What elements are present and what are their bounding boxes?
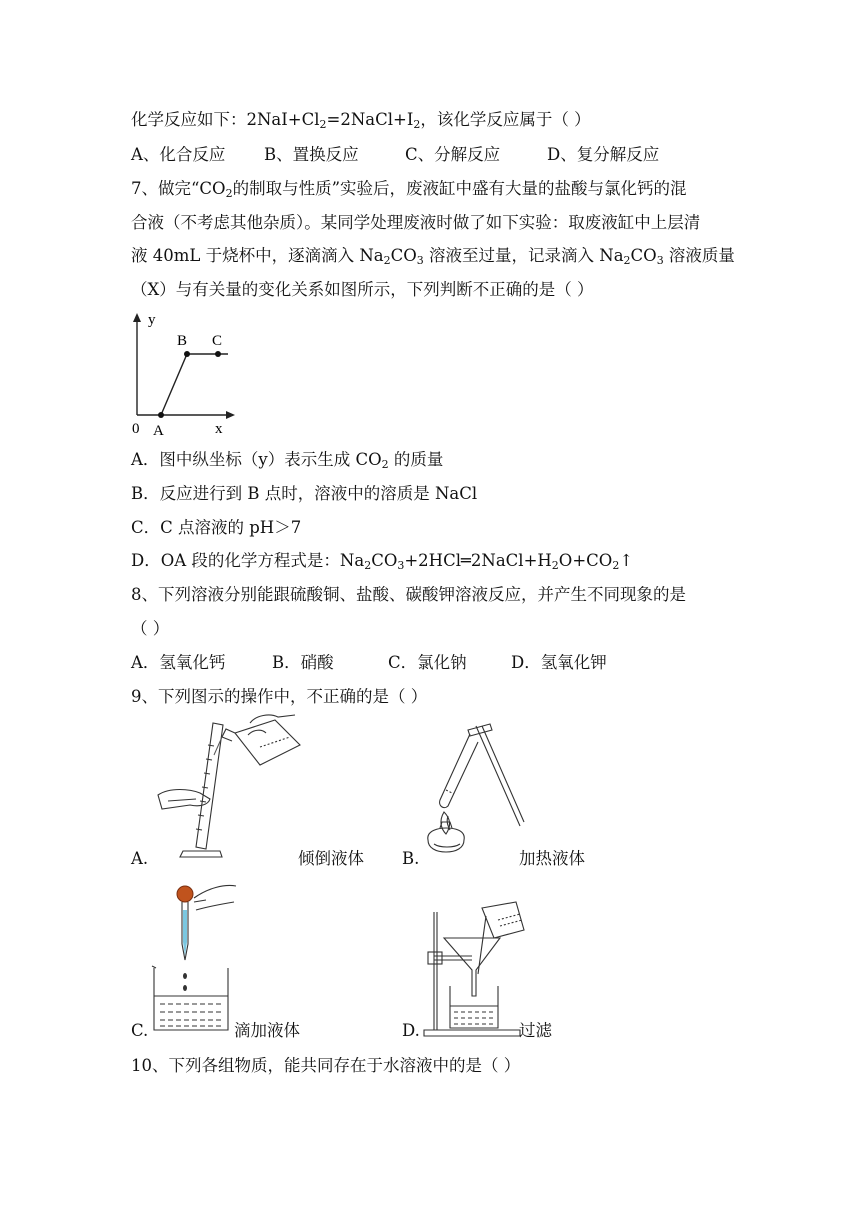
q9-option-c-letter: C.	[131, 1021, 149, 1040]
q6-option-c: C、分解反应	[405, 145, 501, 164]
q6-stem: 化学反应如下：$2NaI+Cl_2=2NaCl+I_2$，该化学反应属于（ ）	[131, 110, 591, 131]
q7-stem-line-4: （X）与有关量的变化关系如图所示，下列判断不正确的是（ ）	[131, 280, 594, 299]
q7-graph	[128, 311, 248, 439]
q8-option-b: B．硝酸	[272, 653, 334, 672]
heating-liquid-illustration	[420, 722, 530, 857]
graph-curve	[161, 354, 228, 415]
q7-stem-line-2: 合液（不考虑其他杂质）。某同学处理废液时做了如下实验：取废液缸中上层清	[131, 213, 701, 232]
filtration-illustration	[420, 900, 540, 1040]
q6-option-b: B、置换反应	[264, 145, 359, 164]
q8-option-a: A．氢氧化钙	[131, 653, 226, 672]
point-c	[215, 351, 221, 357]
q9-option-d-letter: D.	[402, 1021, 420, 1040]
q10-stem: 10、下列各组物质，能共同存在于水溶液中的是（ ）	[131, 1056, 521, 1075]
q9-stem: 9、下列图示的操作中，不正确的是（ ）	[131, 687, 428, 706]
pouring-liquid-illustration	[150, 715, 300, 865]
q7-option-b: B．反应进行到 B 点时，溶液中的溶质是 NaCl	[131, 484, 478, 503]
dropping-liquid-illustration	[150, 880, 240, 1040]
q9-option-b-letter: B.	[402, 849, 420, 868]
q7-stem-line-1: 7、做完“$CO_2$的制取与性质”实验后，废液缸中盛有大量的盐酸与氯化钙的混	[131, 179, 687, 200]
point-a-label: A	[153, 423, 164, 439]
point-c-label: C	[212, 333, 223, 349]
q7-option-c: C．C 点溶液的 pH＞7	[131, 518, 302, 537]
point-a	[158, 412, 164, 418]
q9-option-d-caption: 过滤	[519, 1021, 552, 1040]
q6-option-a: A、化合反应	[131, 145, 226, 164]
q9-option-c-caption: 滴加液体	[234, 1021, 300, 1040]
q7-option-d: D．OA 段的化学方程式是：$Na_2CO_3+2HCl═2NaCl+H_2O+CO_2↑$	[131, 551, 634, 572]
y-axis-arrow	[133, 313, 141, 322]
point-b	[184, 351, 190, 357]
x-axis-label: x	[215, 421, 223, 437]
point-b-label: B	[177, 333, 188, 349]
origin-label: 0	[132, 421, 140, 437]
x-axis-arrow	[226, 411, 235, 419]
q9-option-b-caption: 加热液体	[519, 849, 585, 868]
q9-option-a-caption: 倾倒液体	[298, 849, 364, 868]
q9-option-a-letter: A.	[131, 849, 149, 868]
q7-stem-line-3: 液 40mL 于烧杯中，逐滴滴入 $Na_2CO_3$ 溶液至过量，记录滴入 $Na_2CO_3$ 溶液质量	[131, 246, 735, 267]
y-axis-label: y	[148, 312, 156, 328]
q8-stem-line-1: 8、下列溶液分别能跟硫酸铜、盐酸、碳酸钾溶液反应，并产生不同现象的是	[131, 585, 686, 604]
q8-stem-line-2: （ ）	[131, 619, 170, 638]
q8-option-d: D．氢氧化钾	[511, 653, 607, 672]
q6-option-d: D、复分解反应	[547, 145, 660, 164]
q7-option-a: A．图中纵坐标（y）表示生成 $CO_2$ 的质量	[131, 450, 444, 471]
q8-option-c: C．氯化钠	[388, 653, 467, 672]
